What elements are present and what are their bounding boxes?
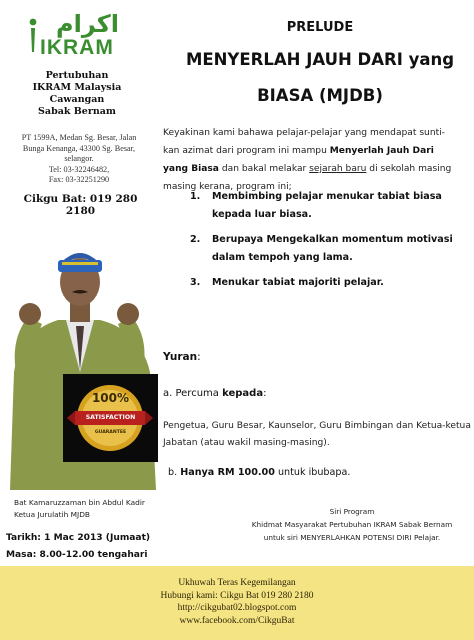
series-line: Siri Program — [329, 507, 375, 516]
intro-text: kan azimat dari program ini mampu — [163, 146, 330, 156]
org-line: IKRAM Malaysia — [32, 82, 122, 93]
fees-free-emphasis: kepada — [222, 388, 264, 399]
intro-text: dan bakal melakar — [218, 164, 310, 174]
event-date: Tarikh: 1 Mac 2013 (Jumaat) — [6, 533, 151, 543]
title-prelude: PRELUDE — [286, 20, 354, 35]
series-line: untuk siri MENYERLAHKAN POTENSI DIRI Pelajar. — [263, 533, 441, 542]
list-number: 1. — [190, 191, 201, 202]
fees-paid-label: b. — [168, 467, 181, 478]
trainer-role: Ketua Jurulatih MJDB — [14, 510, 90, 519]
footer-text — [0, 577, 474, 627]
photo-caption — [14, 497, 162, 521]
address-line: selangor. — [64, 154, 94, 163]
fees-free-label: a. Percuma — [163, 388, 223, 399]
list-item — [190, 274, 474, 292]
title-sub: BIASA (MJDB) — [257, 86, 383, 105]
fees-heading — [163, 351, 201, 363]
title-main: MENYERLAH JAUH DARI yang — [185, 50, 455, 69]
fax-line: Fax: 03-32251290 — [48, 175, 110, 184]
list-text: Menukar tabiat majoriti pelajar. — [212, 277, 384, 288]
fees-paid-text: untuk ibubapa. — [274, 467, 351, 478]
intro-line: Keyakinan kami bahawa pelajar-pelajar yang mendapat sunti- — [163, 128, 445, 138]
trainer-name: Bat Kamaruzzaman bin Abdul Kadir — [14, 498, 145, 507]
footer-contact: Hubungi kami: Cikgu Bat 019 280 2180 — [160, 590, 314, 601]
org-line: Pertubuhan — [45, 70, 109, 81]
event-time: Masa: 8.00-12.00 tengahari — [6, 550, 148, 560]
intro-underline: sejarah baru — [309, 164, 367, 174]
fees-heading-text: Yuran — [163, 351, 198, 363]
address-block — [8, 133, 150, 186]
logo-mark-icon — [28, 18, 38, 54]
org-line: Sabak Bernam — [38, 106, 116, 117]
list-number: 3. — [190, 277, 201, 288]
badge-percent: 100% — [91, 391, 130, 405]
list-text: Membimbing pelajar menukar tabiat biasa kepada luar biasa. — [212, 191, 442, 220]
intro-emphasis: yang Biasa — [163, 164, 219, 174]
address-line: PT 1599A, Medan Sg. Besar, Jalan — [21, 133, 137, 142]
footer-slogan: Ukhuwah Teras Kegemilangan — [178, 578, 296, 588]
badge-label: SATISFACTION — [85, 414, 136, 421]
intro-line — [163, 142, 471, 160]
logo-arabic-text: اكرام — [56, 10, 119, 38]
contact-phone: Cikgu Bat: 019 280 2180 — [23, 193, 138, 217]
logo-wordmark: IKRAM — [40, 36, 114, 59]
fees-paid — [168, 467, 350, 478]
intro-line: masing kerana, program ini; — [163, 182, 292, 192]
program-series — [232, 505, 472, 544]
org-line: Cawangan — [49, 94, 105, 105]
footer-banner — [0, 566, 474, 640]
intro-paragraph — [163, 124, 471, 196]
intro-emphasis: Menyerlah Jauh Dari — [329, 146, 434, 156]
ikram-logo — [18, 10, 128, 60]
fees-heading-colon: : — [197, 351, 201, 363]
fees-free-recipients: Pengetua, Guru Besar, Kaunselor, Guru Bimbingan dan Ketua-ketua Jabatan (atau wakil masing-masing). — [163, 421, 471, 448]
list-item — [190, 188, 474, 224]
satisfaction-badge — [63, 374, 158, 462]
intro-line — [163, 160, 471, 178]
list-item — [190, 231, 474, 267]
footer-facebook-link[interactable]: www.facebook.com/CikguBat — [179, 615, 295, 626]
footer-blog-link[interactable]: http://cikgubat02.blogspot.com — [177, 603, 297, 613]
intro-text: di sekolah masing — [366, 164, 452, 174]
fees-free — [163, 388, 266, 399]
list-number: 2. — [190, 234, 201, 245]
phone-line: Tel: 03-32246482, — [48, 164, 110, 174]
organization-name — [12, 70, 142, 118]
address-line: Bunga Kenanga, 43300 Sg. Besar, — [22, 143, 136, 153]
fees-free-colon: : — [263, 388, 267, 399]
badge-sub: GUARANTEE — [94, 430, 127, 435]
objectives-list — [190, 188, 474, 299]
series-line: Khidmat Masyarakat Pertubuhan IKRAM Sabak Bernam — [251, 520, 453, 529]
list-text: Berupaya Mengekalkan momentum motivasi dalam tempoh yang lama. — [212, 234, 453, 263]
fees-paid-amount: Hanya RM 100.00 — [180, 467, 275, 478]
